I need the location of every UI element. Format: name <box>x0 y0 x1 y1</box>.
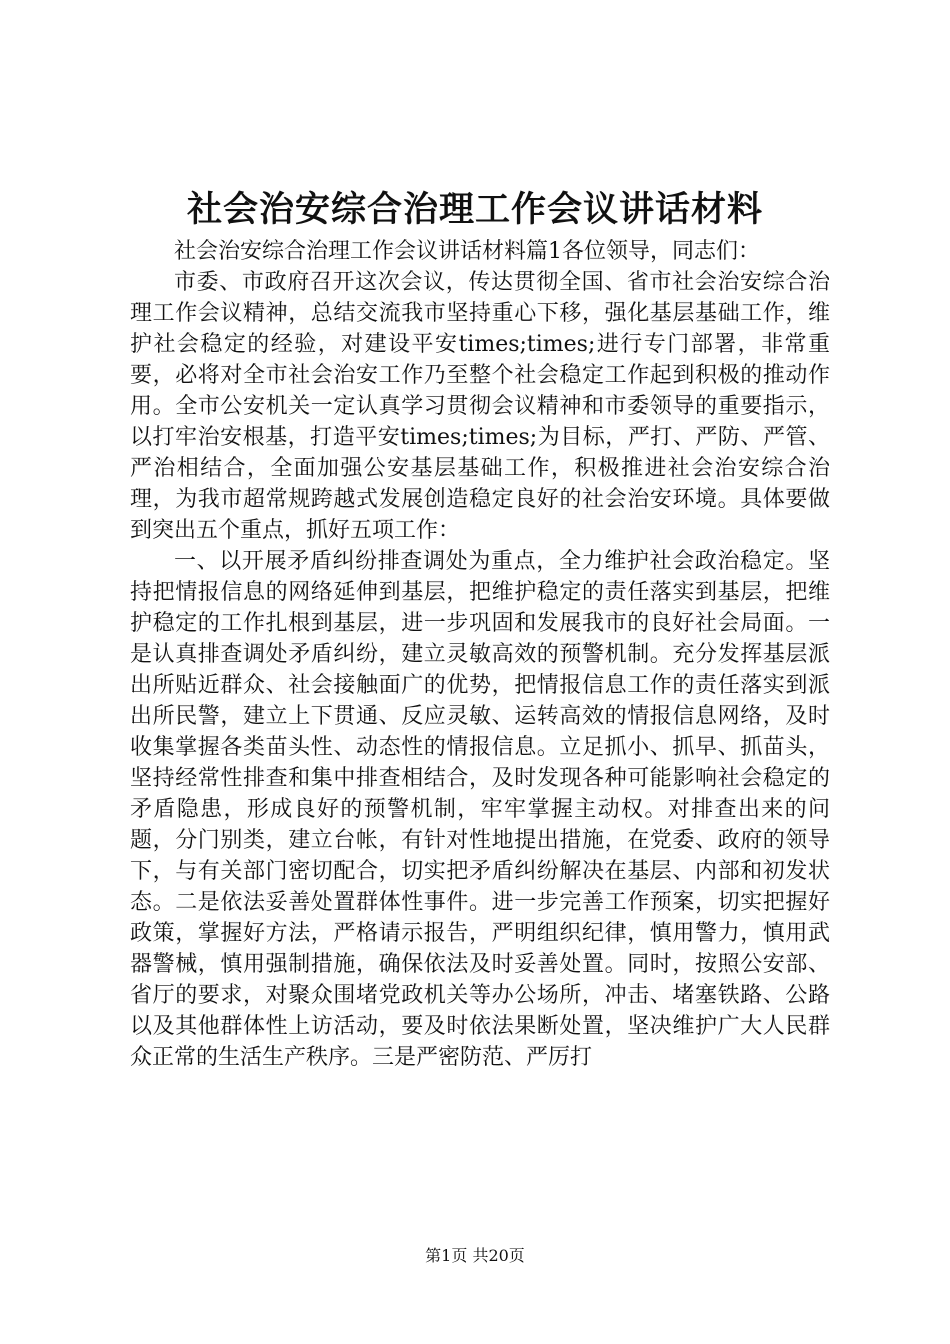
document-title: 社会治安综合治理工作会议讲话材料 <box>186 189 763 230</box>
paragraph-section-one: 一、以开展矛盾纠纷排查调处为重点，全力维护社会政治稳定。坚持把情报信息的网络延伸到基层，把维护稳定的责任落实到基层，把维护稳定的工作扎根到基层，进一步巩固和发展我市的良好社会局面。一是认真排查调处矛盾纠纷，建立灵敏高效的预警机制。充分发挥基层派出所贴近群众、社会接触面广的优势，把情报信息工作的责任落实到派出所民警，建立上下贯通、反应灵敏、运转高效的情报信息网络，及时收集掌握各类苗头性、动态性的情报信息。立足抓小、抓早、抓苗头，坚持经常性排查和集中排查相结合，及时发现各种可能影响社会稳定的矛盾隐患，形成良好的预警机制，牢牢掌握主动权。对排查出来的问题，分门别类，建立台帐，有针对性地提出措施，在党委、政府的领导下，与有关部门密切配合，切实把矛盾纠纷解决在基层、内部和初发状态。二是依法妥善处置群体性事件。进一步完善工作预案，切实把握好政策，掌握好方法，严格请示报告，严明组织纪律，慎用警力，慎用武器警械，慎用强制措施，确保依法及时妥善处置。同时，按照公安部、省厅的要求，对聚众围堵党政机关等办公场所，冲击、堵塞铁路、公路以及其他群体性上访活动，要及时依法果断处置，坚决维护广大人民群众正常的生活生产秩序。三是严密防范、严厉打 <box>130 549 830 1070</box>
paragraph-intro: 社会治安综合治理工作会议讲话材料篇1各位领导，同志们： <box>174 239 760 264</box>
page-footer: 第1页 共20页 <box>425 1246 525 1265</box>
document-body <box>130 236 830 1073</box>
paragraph-opening: 市委、市政府召开这次会议，传达贯彻全国、省市社会治安综合治理工作会议精神，总结交流我市坚持重心下移，强化基层基础工作，维护社会稳定的经验，对建设平安times;times;进行专门部署，非常重要，必将对全市社会治安工作乃至整个社会稳定工作起到积极的推动作用。全市公安机关一定认真学习贯彻会议精神和市委领导的重要指示，以打牢治安根基，打造平安times;times;为目标，严打、严防、严管、严治相结合，全面加强公安基层基础工作，积极推进社会治安综合治理，为我市超常规跨越式发展创造稳定良好的社会治安环境。具体要做到突出五个重点，抓好五项工作： <box>130 270 830 543</box>
